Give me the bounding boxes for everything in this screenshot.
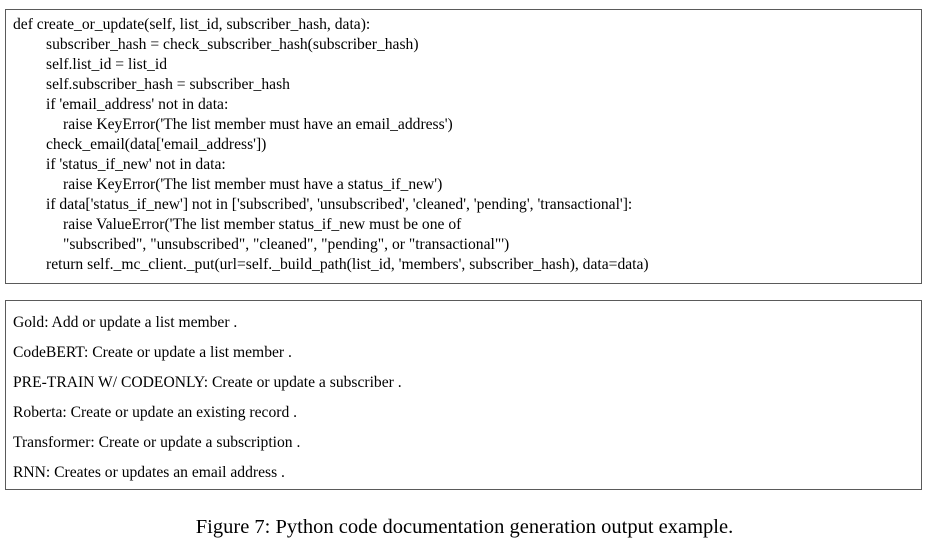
code-line: "subscribed", "unsubscribed", "cleaned", "pending", or "transactional"')	[63, 236, 510, 253]
code-line: def create_or_update(self, list_id, subscriber_hash, data):	[13, 16, 371, 33]
code-line: raise KeyError('The list member must have an email_address')	[63, 116, 453, 133]
figure-caption: Figure 7: Python code documentation generation output example.	[195, 516, 734, 538]
output-line-transformer: Transformer: Create or update a subscription .	[13, 434, 301, 451]
output-line-codebert: CodeBERT: Create or update a list member .	[13, 344, 292, 361]
output-line-gold: Gold: Add or update a list member .	[13, 314, 238, 331]
code-line: raise KeyError('The list member must have a status_if_new')	[63, 176, 443, 193]
code-line: self.subscriber_hash = subscriber_hash	[46, 76, 290, 93]
output-line-rnn: RNN: Creates or updates an email address .	[13, 464, 285, 481]
code-line: if 'email_address' not in data:	[46, 96, 229, 113]
code-line: subscriber_hash = check_subscriber_hash(subscriber_hash)	[46, 36, 419, 53]
code-line: raise ValueError('The list member status_if_new must be one of	[63, 216, 462, 233]
output-line-roberta: Roberta: Create or update an existing record .	[13, 404, 298, 421]
code-line: return self._mc_client._put(url=self._build_path(list_id, 'members', subscriber_hash), data=data)	[46, 256, 649, 273]
code-line: check_email(data['email_address'])	[46, 136, 267, 153]
code-line: if 'status_if_new' not in data:	[46, 156, 226, 173]
code-listing-box	[5, 9, 922, 284]
code-line: self.list_id = list_id	[46, 56, 167, 73]
code-line: if data['status_if_new'] not in ['subscribed', 'unsubscribed', 'cleaned', 'pending', 'transactional']:	[46, 196, 633, 213]
output-line-pretrain: PRE-TRAIN W/ CODEONLY: Create or update a subscriber .	[13, 374, 402, 391]
model-outputs-box	[5, 300, 922, 490]
